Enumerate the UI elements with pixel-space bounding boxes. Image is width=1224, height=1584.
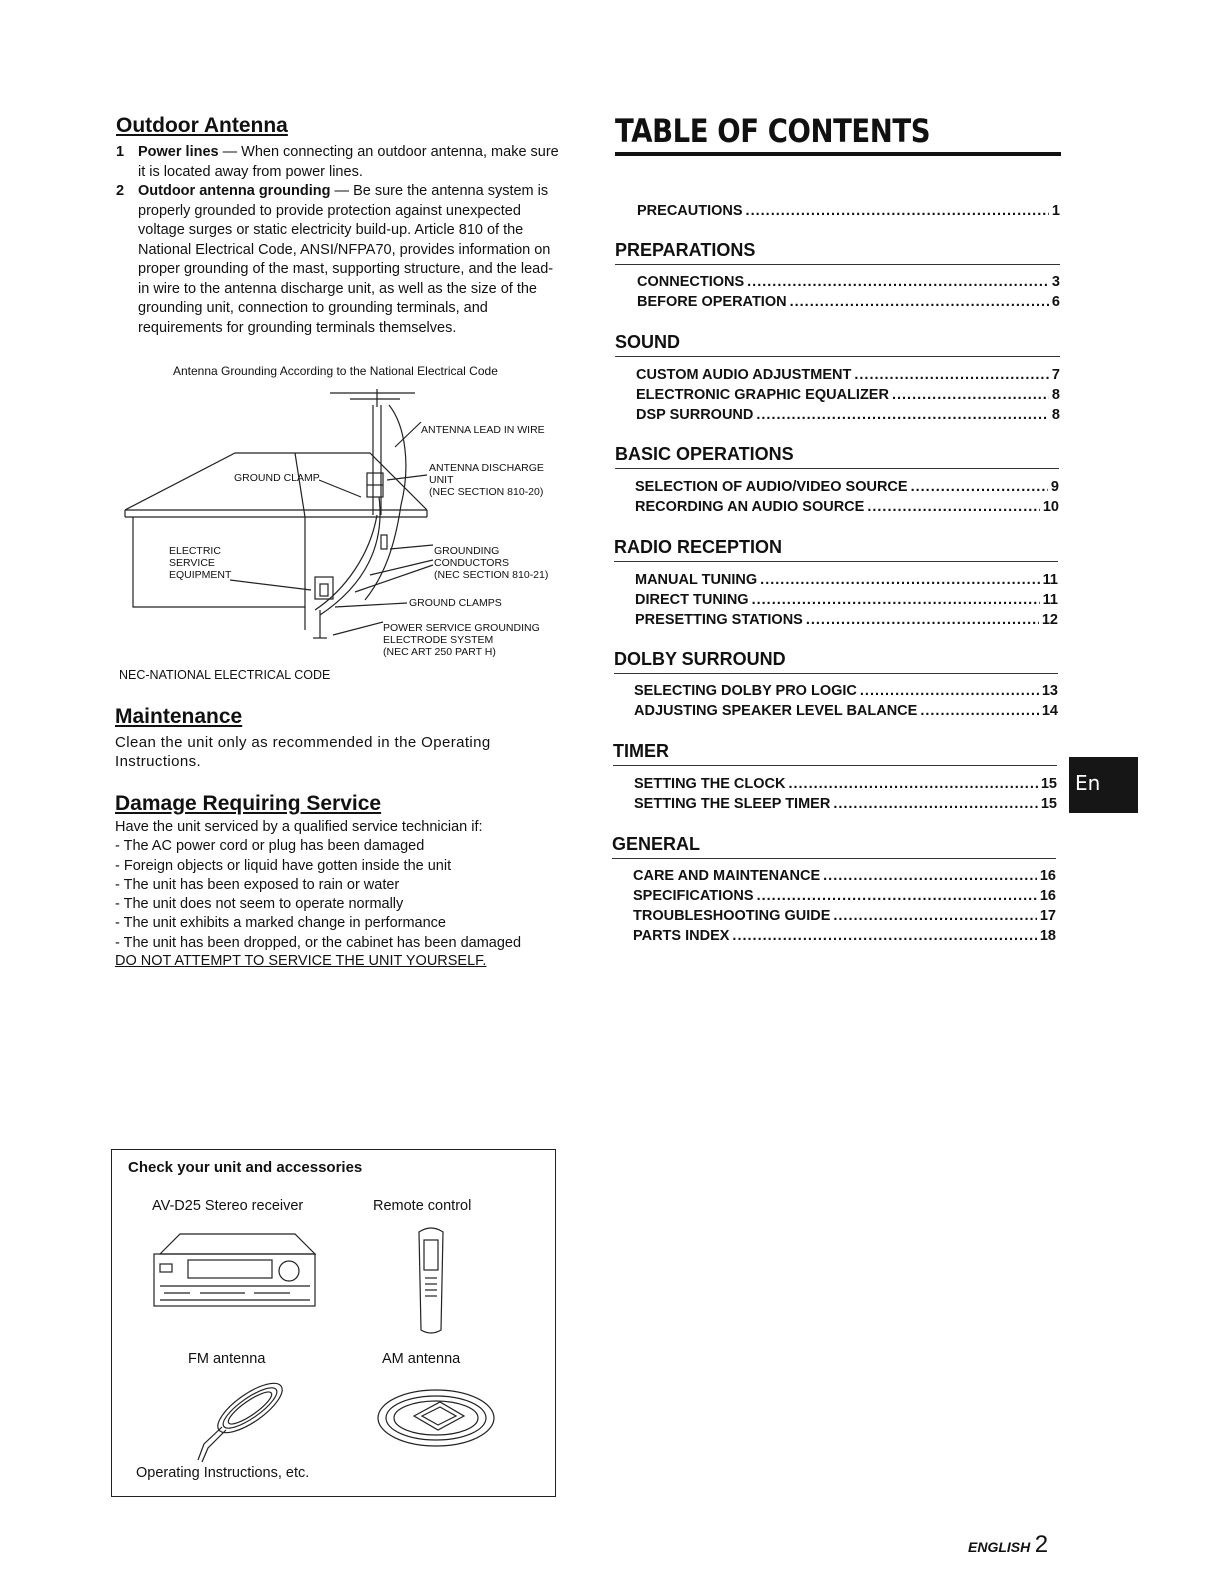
item-lead: Power lines: [138, 144, 219, 160]
toc-entry[interactable]: [637, 272, 1060, 292]
toc-entry[interactable]: [636, 365, 1060, 385]
label-line: ELECTRODE SYSTEM: [383, 634, 494, 646]
toc-title: TABLE OF CONTENTS: [615, 112, 931, 150]
toc-leader-dots: [732, 926, 1036, 946]
toc-leader-dots: [746, 201, 1049, 221]
toc-section-heading: GENERAL: [612, 834, 701, 854]
toc-entry[interactable]: [633, 906, 1056, 926]
label-power-service: [383, 622, 540, 658]
toc-entry[interactable]: [636, 405, 1060, 425]
toc-entry[interactable]: [636, 385, 1060, 405]
toc-section-rule: [614, 673, 1058, 674]
item-number: 1: [116, 144, 125, 160]
list-item: [116, 143, 562, 182]
maintenance-heading: Maintenance: [115, 705, 243, 728]
toc-entry-title: CUSTOM AUDIO ADJUSTMENT: [636, 367, 852, 383]
toc-title-rule: [615, 152, 1061, 156]
fm-antenna-label: FM antenna: [188, 1351, 266, 1367]
toc-leader-dots: [892, 385, 1049, 405]
toc-section-rule: [613, 765, 1057, 766]
toc-entry[interactable]: [635, 570, 1058, 590]
item-lead: Outdoor antenna grounding: [138, 183, 331, 199]
toc-entry-title: CONNECTIONS: [637, 274, 745, 290]
toc-entry[interactable]: [633, 926, 1056, 946]
label-antenna-lead-in: ANTENNA LEAD IN WIRE: [421, 424, 545, 436]
receiver-illustration: [150, 1226, 320, 1312]
label-line: (NEC ART 250 PART H): [383, 646, 496, 658]
toc-leader-dots: [854, 365, 1049, 385]
toc-entry-title: BEFORE OPERATION: [637, 294, 787, 310]
toc-entry-title: ELECTRONIC GRAPHIC EQUALIZER: [636, 387, 889, 403]
docs-label: Operating Instructions, etc.: [136, 1465, 310, 1481]
receiver-label: AV-D25 Stereo receiver: [152, 1198, 304, 1214]
toc-section-heading: TIMER: [613, 741, 669, 761]
footer-language: ENGLISH: [968, 1539, 1031, 1555]
damage-section: [115, 792, 565, 969]
toc-entry[interactable]: [635, 497, 1059, 517]
toc-entry-page: 3: [1051, 274, 1060, 290]
outdoor-antenna-list: [116, 143, 562, 338]
remote-illustration: [411, 1226, 451, 1338]
language-tab-label: En: [1075, 771, 1101, 795]
list-item: [116, 182, 562, 338]
toc-section-entries: [636, 365, 1060, 425]
toc-entry-page: 1: [1051, 203, 1060, 219]
toc-entry-title: PARTS INDEX: [633, 928, 730, 944]
toc-entry[interactable]: [634, 774, 1057, 794]
toc-entry-page: 8: [1051, 407, 1060, 423]
toc-leader-dots: [833, 794, 1038, 814]
toc-entry-page: 11: [1042, 572, 1058, 588]
toc-entry-title: DSP SURROUND: [636, 407, 754, 423]
page-number: 2: [1034, 1531, 1049, 1558]
damage-intro: Have the unit serviced by a qualified service technician if:: [115, 819, 483, 835]
toc-entry-precautions[interactable]: [637, 201, 1060, 221]
diagram-caption: Antenna Grounding According to the National Electrical Code: [173, 364, 498, 378]
toc-leader-dots: [823, 866, 1037, 886]
service-warning: DO NOT ATTEMPT TO SERVICE THE UNIT YOURSELF.: [115, 953, 487, 970]
toc-entry-title: PRECAUTIONS: [637, 203, 743, 219]
toc-entry-title: PRESETTING STATIONS: [635, 612, 803, 628]
toc-section-rule: [615, 468, 1059, 469]
list-item: - The unit exhibits a marked change in performance: [115, 915, 446, 932]
label-line: EQUIPMENT: [169, 569, 232, 581]
label-ground-clamp: GROUND CLAMP: [234, 472, 320, 484]
label-line: CONDUCTORS: [434, 557, 510, 569]
remote-label: Remote control: [373, 1198, 472, 1214]
damage-list: [115, 837, 565, 953]
toc-entry-page: 12: [1041, 612, 1058, 628]
toc-entry-title: SETTING THE SLEEP TIMER: [634, 796, 831, 812]
toc-leader-dots: [806, 610, 1039, 630]
toc-entry-page: 9: [1050, 479, 1059, 495]
toc-leader-dots: [752, 590, 1040, 610]
label-line: SERVICE: [169, 557, 215, 569]
toc-entry-page: 15: [1040, 796, 1057, 812]
label-line: POWER SERVICE GROUNDING: [383, 622, 540, 634]
toc-section-rule: [612, 858, 1056, 859]
language-tab: [1069, 757, 1138, 813]
toc-section-heading: BASIC OPERATIONS: [615, 444, 794, 464]
toc-entry[interactable]: [634, 681, 1058, 701]
toc-section-heading: PREPARATIONS: [615, 240, 756, 260]
toc-entry-page: 16: [1039, 888, 1056, 904]
toc-leader-dots: [833, 906, 1036, 926]
label-line: (NEC SECTION 810-21): [434, 569, 549, 581]
toc-entry-page: 18: [1039, 928, 1056, 944]
page-footer: [968, 1531, 1048, 1559]
am-antenna-label: AM antenna: [382, 1351, 461, 1367]
toc-entry[interactable]: [633, 886, 1056, 906]
toc-entry-page: 13: [1041, 683, 1058, 699]
label-line: GROUNDING: [434, 545, 500, 557]
list-item: - The AC power cord or plug has been damaged: [115, 838, 425, 855]
toc-leader-dots: [747, 272, 1049, 292]
toc-entry-title: CARE AND MAINTENANCE: [633, 868, 821, 884]
toc-entry-title: ADJUSTING SPEAKER LEVEL BALANCE: [634, 703, 918, 719]
label-line: (NEC SECTION 810-20): [429, 486, 544, 498]
toc-leader-dots: [760, 570, 1039, 590]
maintenance-section: [115, 705, 561, 771]
toc-section-entries: [635, 477, 1059, 517]
toc-entry[interactable]: [637, 292, 1060, 312]
label-electric-service: [169, 545, 231, 581]
toc-entry-page: 7: [1051, 367, 1060, 383]
outdoor-antenna-heading: Outdoor Antenna: [116, 114, 288, 137]
item-text: — When connecting an outdoor antenna, make sure it is located away from power lines.: [138, 144, 559, 180]
label-line: ELECTRIC: [169, 545, 221, 557]
toc-leader-dots: [867, 497, 1040, 517]
toc-entry-title: SETTING THE CLOCK: [634, 776, 786, 792]
toc-entry-title: TROUBLESHOOTING GUIDE: [633, 908, 831, 924]
item-number: 2: [116, 183, 125, 199]
toc-section-entries: [633, 866, 1056, 946]
toc-leader-dots: [756, 405, 1049, 425]
toc-entry[interactable]: [635, 590, 1058, 610]
label-line: UNIT: [429, 474, 454, 486]
toc-entry-title: SPECIFICATIONS: [633, 888, 754, 904]
list-item: - The unit has been dropped, or the cabinet has been damaged: [115, 934, 522, 951]
toc-entry[interactable]: [634, 794, 1057, 814]
toc-leader-dots: [757, 886, 1037, 906]
toc-entry-page: 17: [1039, 908, 1056, 924]
toc-entry[interactable]: [633, 866, 1056, 886]
toc-entry-page: 8: [1051, 387, 1060, 403]
toc-entry-title: MANUAL TUNING: [635, 572, 758, 588]
list-item: - The unit does not seem to operate normally: [115, 896, 404, 913]
accessories-title: Check your unit and accessories: [128, 1159, 363, 1176]
list-item: - The unit has been exposed to rain or water: [115, 876, 400, 893]
toc-entry-page: 16: [1039, 868, 1056, 884]
toc-entry[interactable]: [635, 477, 1059, 497]
toc-section-entries: [635, 570, 1058, 630]
toc-leader-dots: [860, 681, 1039, 701]
fm-antenna-illustration: [192, 1372, 302, 1464]
toc-leader-dots: [911, 477, 1048, 497]
toc-section-rule: [614, 561, 1058, 562]
toc-entry-title: RECORDING AN AUDIO SOURCE: [635, 499, 865, 515]
toc-section-heading: RADIO RECEPTION: [614, 537, 783, 557]
toc-entry-page: 11: [1042, 592, 1058, 608]
toc-entry-page: 15: [1040, 776, 1057, 792]
diagram-footnote: NEC-NATIONAL ELECTRICAL CODE: [119, 668, 331, 682]
accessories-box: [111, 1149, 556, 1497]
toc-leader-dots: [790, 292, 1049, 312]
toc-entry[interactable]: [635, 610, 1058, 630]
toc-leader-dots: [920, 701, 1039, 721]
toc-section-rule: [615, 356, 1060, 357]
toc-entry-title: SELECTION OF AUDIO/VIDEO SOURCE: [635, 479, 908, 495]
toc-section-entries: [634, 681, 1058, 721]
toc-section-rule: [615, 264, 1060, 265]
am-antenna-illustration: [374, 1378, 498, 1458]
label-ground-clamps: GROUND CLAMPS: [409, 597, 502, 609]
outdoor-antenna-section: [116, 114, 562, 338]
toc-section-heading: DOLBY SURROUND: [614, 649, 786, 669]
label-grounding-conductors: [434, 545, 548, 581]
label-line: ANTENNA DISCHARGE: [429, 462, 544, 474]
toc-leader-dots: [788, 774, 1037, 794]
toc-section-entries: [637, 272, 1060, 312]
toc-entry-title: SELECTING DOLBY PRO LOGIC: [634, 683, 857, 699]
item-text: — Be sure the antenna system is properly grounded to provide protection against unexpected voltage surges or static electricity build-up. Article 810 of the National Electrical Code, ANSI/NFPA70, provides information on proper grounding of the mast, supporting structure, and the lead-in wire to the antenna discharge unit, as well as the size of the grounding unit, connection to grounding terminals, and requirements for grounding terminals themselves.: [138, 183, 554, 336]
toc-entry-page: 10: [1042, 499, 1059, 515]
toc-section-heading: SOUND: [615, 332, 681, 352]
toc-entry[interactable]: [634, 701, 1058, 721]
list-item: - Foreign objects or liquid have gotten inside the unit: [115, 857, 452, 874]
label-antenna-discharge: [429, 462, 544, 498]
toc-section-entries: [634, 774, 1057, 814]
maintenance-text: Clean the unit only as recommended in the Operating Instructions.: [115, 734, 491, 770]
damage-heading: Damage Requiring Service: [115, 792, 382, 815]
toc-entry-page: 14: [1041, 703, 1058, 719]
toc-entry-title: DIRECT TUNING: [635, 592, 749, 608]
toc-entry-page: 6: [1051, 294, 1060, 310]
